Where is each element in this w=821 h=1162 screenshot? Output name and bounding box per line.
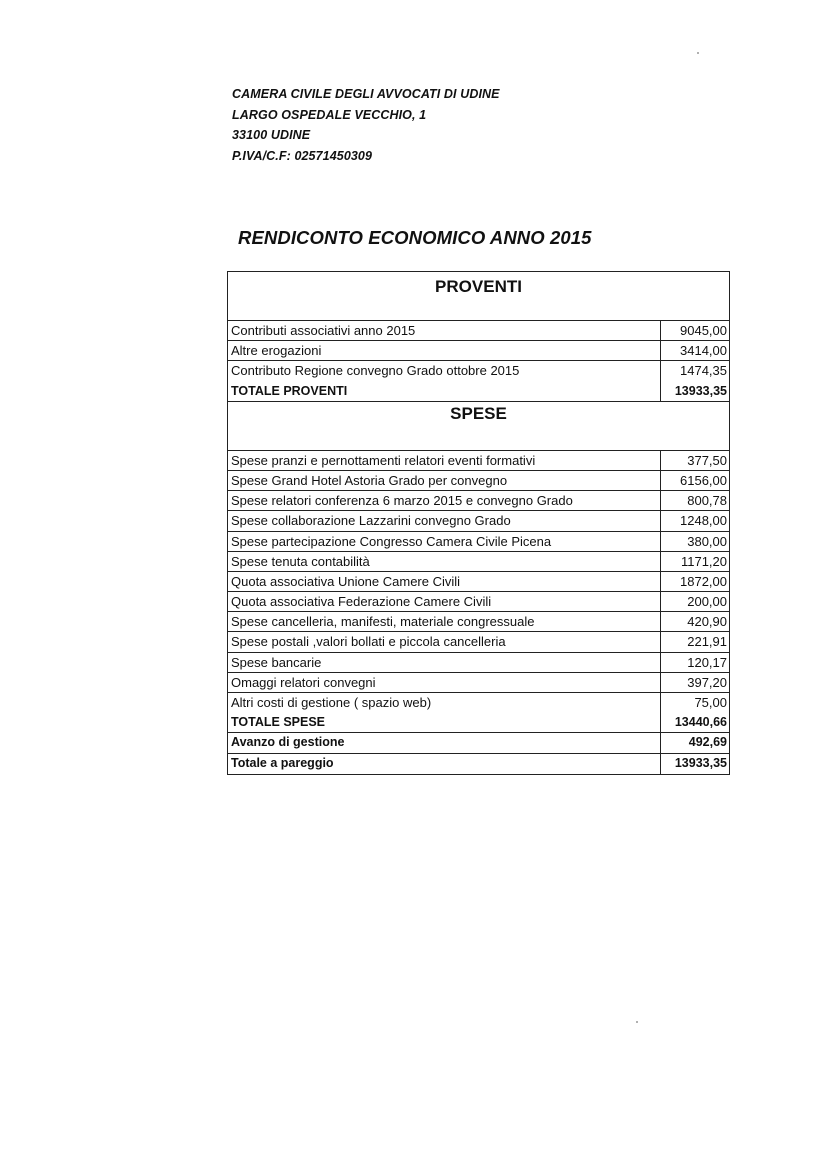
table-row bbox=[228, 632, 729, 652]
row-label: Spese relatori conferenza 6 marzo 2015 e convegno Grado bbox=[231, 493, 573, 509]
row-amount: 13933,35 bbox=[660, 382, 729, 401]
row-label: Contributo Regione convegno Grado ottobre 2015 bbox=[231, 363, 520, 379]
row-label: Quota associativa Federazione Camere Civili bbox=[231, 594, 492, 610]
table-row bbox=[228, 673, 729, 693]
row-amount: 221,91 bbox=[660, 632, 729, 651]
org-address: LARGO OSPEDALE VECCHIO, 1 bbox=[232, 107, 427, 122]
row-amount: 200,00 bbox=[660, 592, 729, 611]
table-row bbox=[228, 511, 729, 531]
row-label: Quota associativa Unione Camere Civili bbox=[231, 573, 461, 589]
table-row bbox=[228, 552, 729, 572]
proventi-rows bbox=[228, 321, 729, 382]
row-label: Spese bancarie bbox=[231, 654, 322, 670]
row-label: Avanzo di gestione bbox=[231, 735, 345, 750]
row-amount: 1474,35 bbox=[660, 361, 729, 381]
row-label: Spese cancelleria, manifesti, materiale congressuale bbox=[231, 614, 535, 630]
table-row bbox=[228, 491, 729, 511]
proventi-heading: PROVENTI bbox=[228, 272, 729, 321]
row-label: Spese partecipazione Congresso Camera Civile Picena bbox=[231, 533, 552, 549]
row-amount: 120,17 bbox=[660, 653, 729, 672]
table-row bbox=[228, 572, 729, 592]
row-label: Spese postali ,valori bollati e piccola cancelleria bbox=[231, 634, 506, 650]
scan-speck bbox=[697, 52, 699, 54]
row-label: Contributi associativi anno 2015 bbox=[231, 323, 416, 338]
totale-proventi-row bbox=[228, 382, 729, 402]
row-amount: 3414,00 bbox=[660, 341, 729, 360]
table-row bbox=[228, 592, 729, 612]
row-label: Spese collaborazione Lazzarini convegno Grado bbox=[231, 513, 511, 529]
financial-statement-table bbox=[227, 271, 730, 775]
row-amount: 1248,00 bbox=[660, 511, 729, 530]
table-row bbox=[228, 341, 729, 361]
row-amount: 1872,00 bbox=[660, 572, 729, 591]
table-row bbox=[228, 471, 729, 491]
organization-header bbox=[232, 84, 500, 166]
row-label: Spese Grand Hotel Astoria Grado per convegno bbox=[231, 472, 508, 488]
row-amount: 800,78 bbox=[660, 491, 729, 510]
row-label: Omaggi relatori convegni bbox=[231, 674, 376, 690]
row-amount: 13933,35 bbox=[660, 754, 729, 774]
avanzo-row bbox=[228, 733, 729, 753]
table-row bbox=[228, 321, 729, 341]
row-amount: 377,50 bbox=[660, 451, 729, 470]
table-row bbox=[228, 653, 729, 673]
table-row bbox=[228, 532, 729, 552]
row-amount: 492,69 bbox=[660, 733, 729, 752]
pareggio-row bbox=[228, 754, 729, 774]
totale-spese-row bbox=[228, 713, 729, 733]
scan-speck bbox=[636, 1021, 638, 1023]
spese-heading: SPESE bbox=[228, 402, 729, 451]
row-amount: 420,90 bbox=[660, 612, 729, 631]
row-amount: 75,00 bbox=[660, 693, 729, 713]
document-title: RENDICONTO ECONOMICO ANNO 2015 bbox=[238, 227, 592, 248]
row-amount: 1171,20 bbox=[660, 552, 729, 571]
org-name: CAMERA CIVILE DEGLI AVVOCATI DI UDINE bbox=[232, 87, 500, 101]
row-label: Spese tenuta contabilità bbox=[231, 553, 370, 569]
row-amount: 6156,00 bbox=[660, 471, 729, 490]
table-row bbox=[228, 693, 729, 713]
row-label: TOTALE SPESE bbox=[231, 715, 326, 730]
row-label: Altri costi di gestione ( spazio web) bbox=[231, 695, 432, 710]
row-label: TOTALE PROVENTI bbox=[231, 383, 348, 398]
org-vat: P.IVA/C.F: 02571450309 bbox=[232, 148, 373, 163]
org-city: 33100 UDINE bbox=[232, 128, 311, 142]
row-amount: 380,00 bbox=[660, 532, 729, 551]
table-row bbox=[228, 451, 729, 471]
row-label: Spese pranzi e pernottamenti relatori eventi formativi bbox=[231, 452, 536, 468]
row-amount: 397,20 bbox=[660, 673, 729, 692]
row-label: Altre erogazioni bbox=[231, 343, 322, 359]
row-label: Totale a pareggio bbox=[231, 755, 334, 770]
spese-rows bbox=[228, 451, 729, 713]
table-row bbox=[228, 612, 729, 632]
row-amount: 9045,00 bbox=[660, 321, 729, 340]
table-row bbox=[228, 361, 729, 381]
row-amount: 13440,66 bbox=[660, 713, 729, 732]
